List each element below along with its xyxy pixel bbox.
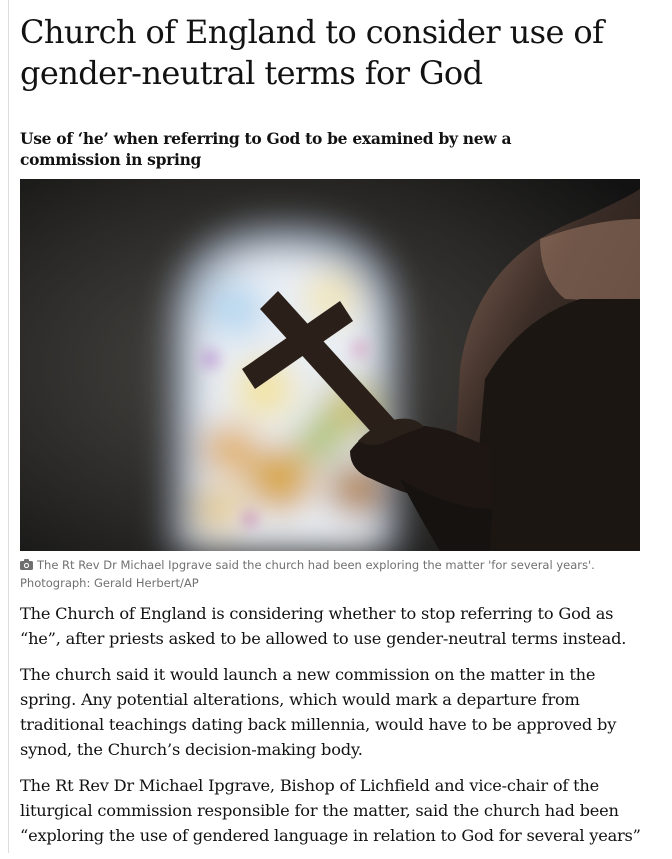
caption-text: The Rt Rev Dr Michael Ipgrave said the church had been exploring the matter 'for several years'. [37, 558, 595, 572]
cross-silhouette-image [20, 179, 640, 551]
photo-credit: Photograph: Gerald Herbert/AP [20, 576, 199, 590]
headline: Church of England to consider use of gender-neutral terms for God [20, 13, 604, 92]
photo-caption [20, 557, 660, 592]
body-paragraph: The church said it would launch a new commission on the matter in the spring. Any potential alterations, which would mark a departure from traditional teachings dating back millennia, would have to be approved by synod, the Church’s decision-making body. [20, 665, 617, 759]
article-photo[interactable] [20, 179, 640, 551]
body-paragraph: The Church of England is considering whether to stop referring to God as “he”, after priests asked to be allowed to use gender-neutral terms instead. [20, 604, 627, 648]
article-body [20, 601, 650, 859]
camera-icon [20, 558, 33, 575]
page-left-border [8, 0, 9, 853]
body-paragraph: The Rt Rev Dr Michael Ipgrave, Bishop of Lichfield and vice-chair of the liturgical commission responsible for the matter, said the church had been “exploring the use of gendered language in relation to God for several years” [20, 776, 641, 845]
standfirst: Use of ‘he’ when referring to God to be examined by new a commission in spring [20, 129, 512, 169]
